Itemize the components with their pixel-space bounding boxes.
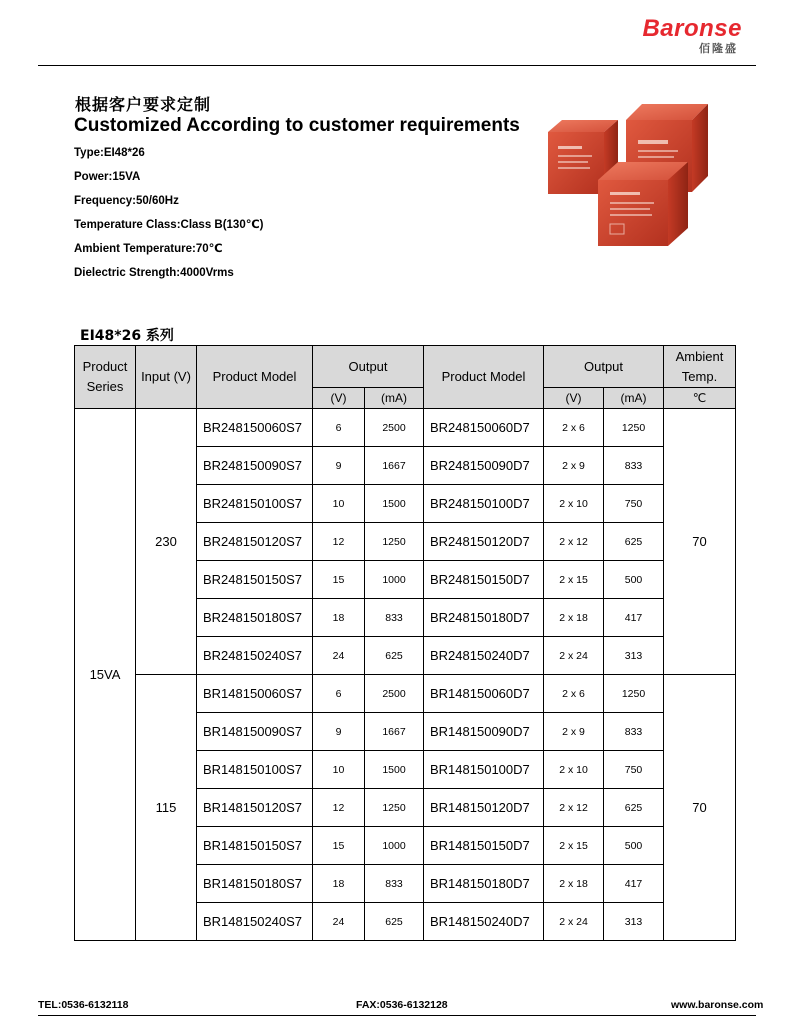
cell-voltage-dual: 2 x 24 — [544, 637, 604, 675]
unit-v-dual: (V) — [544, 388, 604, 409]
page-title-en: Customized According to customer requirements — [74, 115, 520, 136]
cell-current-single: 1667 — [365, 447, 424, 485]
cell-voltage-single: 9 — [313, 713, 365, 751]
cell-model-dual: BR148150240D7 — [424, 903, 544, 941]
cell-model-dual: BR248150100D7 — [424, 485, 544, 523]
cell-current-single: 625 — [365, 637, 424, 675]
cell-model-single: BR148150120S7 — [197, 789, 313, 827]
brand-logo — [632, 16, 742, 56]
cell-model-single: BR148150150S7 — [197, 827, 313, 865]
unit-celsius: ℃ — [664, 388, 736, 409]
header-output-dual: Output — [544, 346, 664, 388]
cell-model-dual: BR148150060D7 — [424, 675, 544, 713]
table-header-row — [75, 346, 736, 388]
cell-voltage-single: 24 — [313, 637, 365, 675]
cell-voltage-single: 12 — [313, 523, 365, 561]
cell-model-dual: BR248150120D7 — [424, 523, 544, 561]
cell-model-single: BR148150240S7 — [197, 903, 313, 941]
cell-model-single: BR248150120S7 — [197, 523, 313, 561]
cell-voltage-dual: 2 x 10 — [544, 751, 604, 789]
cell-model-dual: BR248150060D7 — [424, 409, 544, 447]
cell-current-dual: 625 — [604, 523, 664, 561]
cell-model-dual: BR148150120D7 — [424, 789, 544, 827]
table-row — [75, 409, 736, 447]
unit-ma-single: (mA) — [365, 388, 424, 409]
page-title-cn: 根据客户要求定制 — [75, 95, 212, 114]
table-row — [75, 675, 736, 713]
cell-model-single: BR248150240S7 — [197, 637, 313, 675]
spec-list — [74, 146, 263, 290]
cell-current-single: 1667 — [365, 713, 424, 751]
footer-divider — [38, 1015, 756, 1016]
cell-voltage-single: 10 — [313, 485, 365, 523]
cell-model-dual: BR248150180D7 — [424, 599, 544, 637]
cell-current-single: 2500 — [365, 409, 424, 447]
spec-frequency: Frequency:50/60Hz — [74, 195, 179, 207]
cell-voltage-single: 15 — [313, 561, 365, 599]
footer-fax: FAX:0536-6132128 — [356, 999, 448, 1011]
cell-model-single: BR248150090S7 — [197, 447, 313, 485]
cell-model-single: BR148150180S7 — [197, 865, 313, 903]
series-title: EI48*26 系列 — [80, 328, 174, 344]
cell-model-dual: BR148150180D7 — [424, 865, 544, 903]
header-product-model-single: Product Model — [197, 346, 313, 409]
cell-current-dual: 313 — [604, 637, 664, 675]
cell-voltage-single: 6 — [313, 675, 365, 713]
cell-voltage-dual: 2 x 10 — [544, 485, 604, 523]
cell-model-single: BR248150150S7 — [197, 561, 313, 599]
cell-model-single: BR148150090S7 — [197, 713, 313, 751]
cell-current-dual: 1250 — [604, 675, 664, 713]
cell-model-dual: BR148150150D7 — [424, 827, 544, 865]
cell-current-dual: 750 — [604, 751, 664, 789]
cell-model-dual: BR148150100D7 — [424, 751, 544, 789]
spec-type: Type:EI48*26 — [74, 147, 145, 159]
cell-voltage-dual: 2 x 9 — [544, 713, 604, 751]
unit-v-single: (V) — [313, 388, 365, 409]
spec-dielectric-strength: Dielectric Strength:4000Vrms — [74, 267, 234, 279]
cell-series: 15VA — [75, 409, 136, 941]
cell-current-single: 2500 — [365, 675, 424, 713]
spec-table — [74, 345, 736, 941]
cell-voltage-dual: 2 x 18 — [544, 599, 604, 637]
cell-ambient: 70 — [664, 675, 736, 941]
cell-model-single: BR248150180S7 — [197, 599, 313, 637]
cell-voltage-single: 18 — [313, 599, 365, 637]
cell-voltage-single: 18 — [313, 865, 365, 903]
cell-voltage-dual: 2 x 12 — [544, 789, 604, 827]
cell-input: 230 — [136, 409, 197, 675]
header-divider — [38, 65, 756, 66]
cell-model-single: BR248150100S7 — [197, 485, 313, 523]
cell-model-single: BR148150100S7 — [197, 751, 313, 789]
footer-tel: TEL:0536-6132118 — [38, 999, 129, 1011]
cell-voltage-dual: 2 x 15 — [544, 561, 604, 599]
transformer-front — [598, 162, 688, 246]
spec-power: Power:15VA — [74, 171, 141, 183]
cell-model-single: BR248150060S7 — [197, 409, 313, 447]
cell-current-single: 1500 — [365, 751, 424, 789]
cell-input: 115 — [136, 675, 197, 941]
cell-current-single: 625 — [365, 903, 424, 941]
brand-logo-cn: 佰隆盛 — [699, 42, 738, 55]
cell-voltage-single: 10 — [313, 751, 365, 789]
cell-current-single: 833 — [365, 865, 424, 903]
cell-current-dual: 1250 — [604, 409, 664, 447]
cell-voltage-dual: 2 x 15 — [544, 827, 604, 865]
header-output-single: Output — [313, 346, 424, 388]
cell-current-dual: 500 — [604, 561, 664, 599]
cell-current-single: 1000 — [365, 561, 424, 599]
cell-current-dual: 750 — [604, 485, 664, 523]
header-product-model-dual: Product Model — [424, 346, 544, 409]
header-ambient-temp: Ambient Temp. — [664, 346, 736, 388]
cell-current-dual: 500 — [604, 827, 664, 865]
cell-current-dual: 625 — [604, 789, 664, 827]
product-photo — [540, 100, 730, 250]
unit-ma-dual: (mA) — [604, 388, 664, 409]
spec-table-body — [75, 346, 736, 941]
cell-voltage-dual: 2 x 6 — [544, 675, 604, 713]
cell-voltage-single: 12 — [313, 789, 365, 827]
cell-voltage-single: 6 — [313, 409, 365, 447]
cell-current-single: 1500 — [365, 485, 424, 523]
cell-model-dual: BR248150240D7 — [424, 637, 544, 675]
cell-current-dual: 417 — [604, 865, 664, 903]
cell-current-dual: 833 — [604, 447, 664, 485]
cell-voltage-single: 9 — [313, 447, 365, 485]
cell-voltage-dual: 2 x 6 — [544, 409, 604, 447]
header-product-series: Product Series — [75, 346, 136, 409]
header-input: Input (V) — [136, 346, 197, 409]
cell-current-dual: 833 — [604, 713, 664, 751]
cell-voltage-single: 15 — [313, 827, 365, 865]
cell-voltage-dual: 2 x 24 — [544, 903, 604, 941]
cell-model-dual: BR148150090D7 — [424, 713, 544, 751]
cell-model-dual: BR248150090D7 — [424, 447, 544, 485]
cell-current-single: 1250 — [365, 523, 424, 561]
brand-logo-text: Baronse — [642, 15, 742, 42]
spec-temperature-class: Temperature Class:Class B(130℃) — [74, 219, 264, 231]
cell-current-single: 1250 — [365, 789, 424, 827]
cell-voltage-dual: 2 x 18 — [544, 865, 604, 903]
cell-voltage-single: 24 — [313, 903, 365, 941]
cell-model-single: BR148150060S7 — [197, 675, 313, 713]
spec-ambient-temperature: Ambient Temperature:70℃ — [74, 243, 223, 255]
cell-voltage-dual: 2 x 12 — [544, 523, 604, 561]
cell-current-single: 833 — [365, 599, 424, 637]
cell-model-dual: BR248150150D7 — [424, 561, 544, 599]
footer-web[interactable]: www.baronse.com — [671, 999, 764, 1011]
cell-current-dual: 313 — [604, 903, 664, 941]
cell-current-dual: 417 — [604, 599, 664, 637]
cell-voltage-dual: 2 x 9 — [544, 447, 604, 485]
cell-ambient: 70 — [664, 409, 736, 675]
cell-current-single: 1000 — [365, 827, 424, 865]
